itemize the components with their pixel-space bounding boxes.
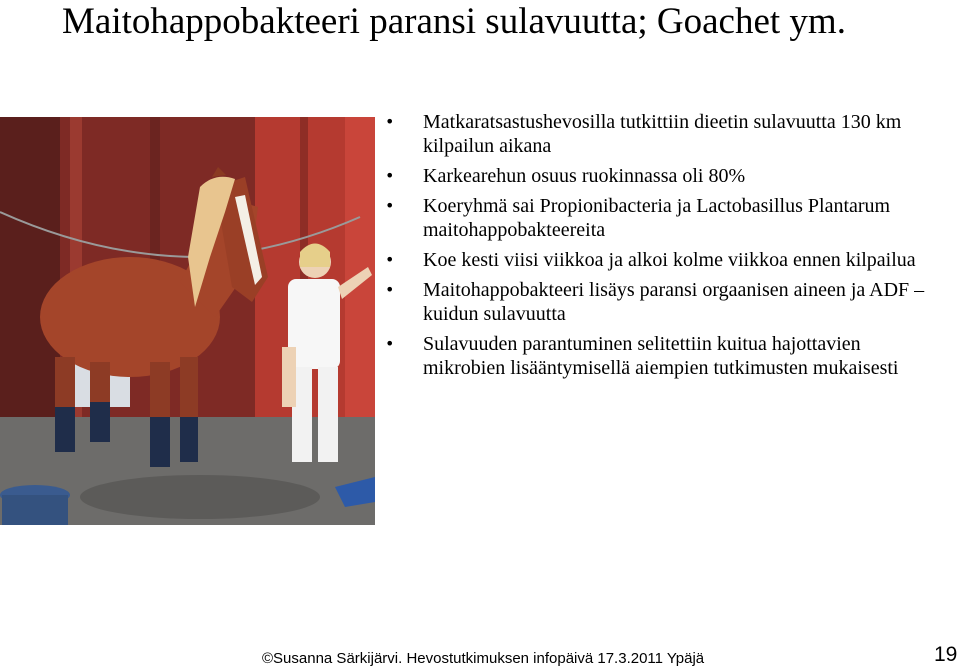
bullet-text: Karkearehun osuus ruokinnassa oli 80% <box>423 165 746 187</box>
bullet-text: Koeryhmä sai Propionibacteria ja Lactobasillus Plantarum maitohappobakteereita <box>423 195 891 241</box>
bullet-text: Koe kesti viisi viikkoa ja alkoi kolme viikkoa ennen kilpailua <box>423 249 916 271</box>
bullet-list <box>383 110 943 386</box>
bullet-item <box>383 110 943 158</box>
bullet-marker: • <box>385 112 395 131</box>
bullet-item <box>383 278 943 326</box>
bullet-marker: • <box>385 166 395 185</box>
bullet-text: Matkaratsastushevosilla tutkittiin dieetin sulavuutta 130 km kilpailun aikana <box>423 111 902 157</box>
horse-and-girl-photo <box>0 117 375 525</box>
bullet-item <box>383 164 943 188</box>
bullet-item <box>383 248 943 272</box>
bullet-item <box>383 194 943 242</box>
slide-title: Maitohappobakteeri paransi sulavuutta; Goachet ym. <box>62 1 846 42</box>
bullet-text: Sulavuuden parantuminen selitettiin kuitua hajottavien mikrobien lisääntymisellä aiempien tutkimusten mukaisesti <box>423 333 899 379</box>
bullet-marker: • <box>385 334 395 353</box>
bullet-marker: • <box>385 250 395 269</box>
bullet-item <box>383 332 943 380</box>
bullet-marker: • <box>385 280 395 299</box>
page-number: 19 <box>934 643 958 666</box>
footer-credit: ©Susanna Särkijärvi. Hevostutkimuksen infopäivä 17.3.2011 Ypäjä <box>262 650 705 667</box>
bullet-marker: • <box>385 196 395 215</box>
bullet-text: Maitohappobakteeri lisäys paransi orgaanisen aineen ja ADF –kuidun sulavuutta <box>423 279 925 325</box>
